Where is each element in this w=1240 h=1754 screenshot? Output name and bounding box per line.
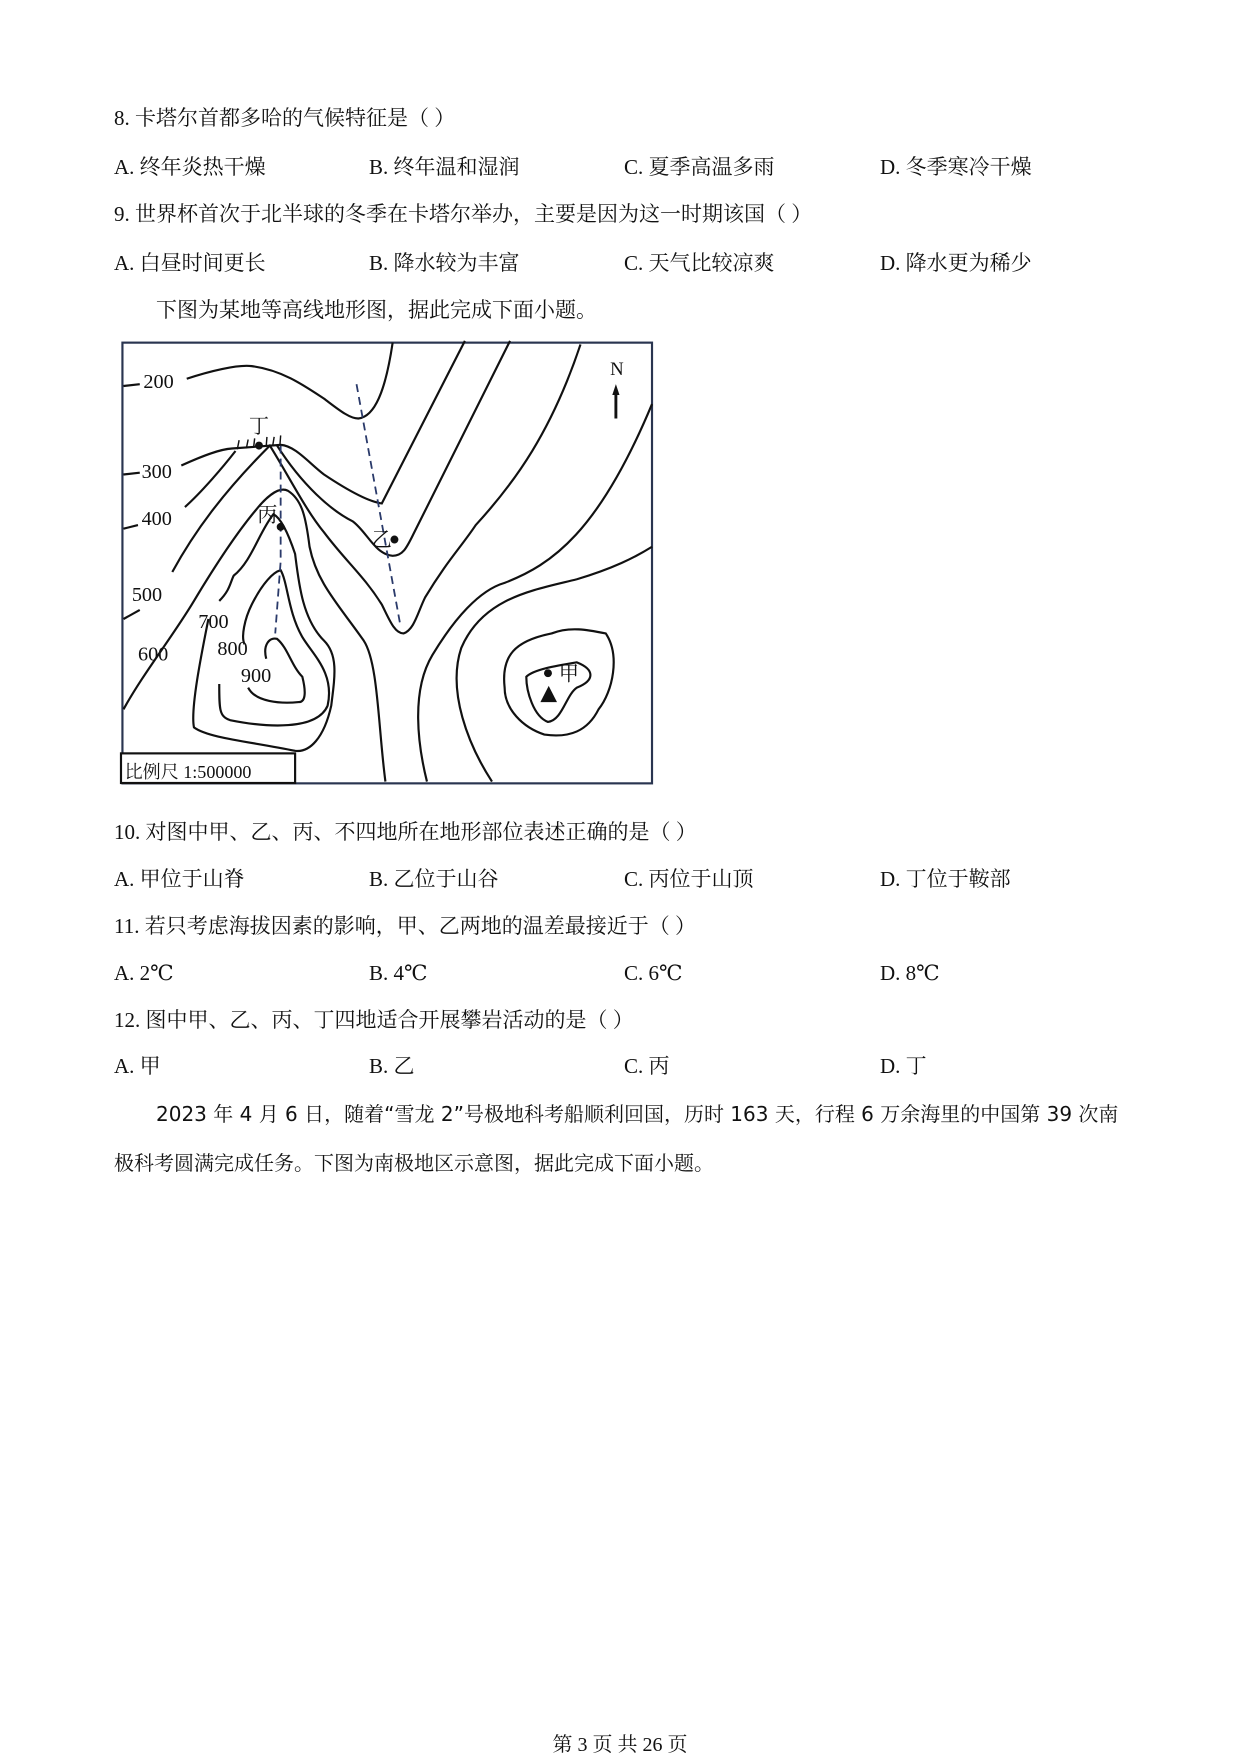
q11-option-c: C. 6℃ (624, 961, 683, 985)
contour-lines (124, 341, 652, 782)
label-ding: 丁 (248, 415, 270, 438)
q10-option-a: A. 甲位于山脊 (114, 867, 245, 891)
label-900: 900 (240, 665, 272, 688)
q11-option-b: B. 4℃ (369, 961, 428, 985)
label-jia: 甲 (558, 663, 580, 686)
label-bing: 丙 (257, 504, 278, 527)
north-label: N (610, 359, 624, 381)
question-10-stem: 10. 对图中甲、乙、丙、不四地所在地形部位表述正确的是（ ） (114, 820, 697, 844)
q11-option-d: D. 8℃ (880, 961, 940, 985)
antarctic-intro (114, 1090, 1134, 1188)
point-jia-marker (544, 669, 552, 677)
label-400: 400 (141, 508, 172, 531)
label-300: 300 (141, 461, 172, 484)
scale-label: 比例尺 1:500000 (124, 761, 252, 782)
q12-option-b: B. 乙 (369, 1054, 415, 1078)
q9-option-d: D. 降水更为稀少 (880, 251, 1032, 275)
label-500: 500 (131, 583, 163, 606)
north-arrow-icon (612, 384, 619, 418)
question-12-stem: 12. 图中甲、乙、丙、丁四地适合开展攀岩活动的是（ ） (114, 1008, 634, 1032)
question-9-stem: 9. 世界杯首次于北半球的冬季在卡塔尔举办，主要是因为这一时期该国（ ） (114, 202, 813, 226)
question-11-stem: 11. 若只考虑海拔因素的影响，甲、乙两地的温差最接近于（ ） (114, 914, 696, 938)
q8-option-b: B. 终年温和湿润 (369, 155, 520, 179)
q10-option-d: D. 丁位于鞍部 (880, 867, 1011, 891)
label-700: 700 (198, 611, 229, 634)
q11-option-a: A. 2℃ (114, 961, 174, 985)
question-8-stem: 8. 卡塔尔首都多哈的气候特征是（ ） (114, 106, 456, 130)
q8-option-d: D. 冬季寒冷干燥 (880, 155, 1032, 179)
point-bing-marker (277, 523, 285, 531)
peak-triangle-icon (540, 686, 557, 702)
antarctic-intro-text: 2023 年 4 月 6 日，随着“雪龙 2”号极地科考船顺利回国，历时 163 天，行程 6 万余海里的中国第 39 次南极科考圆满完成任务。下图为南极地区示意图，据此完成下面小题。 (114, 1102, 1119, 1175)
q10-option-c: C. 丙位于山顶 (624, 867, 754, 891)
dashed-lines (275, 384, 400, 633)
label-600: 600 (137, 643, 169, 666)
page-footer: 第 3 页 共 26 页 (552, 1734, 688, 1754)
map-intro: 下图为某地等高线地形图，据此完成下面小题。 (156, 298, 597, 322)
q8-option-c: C. 夏季高温多雨 (624, 155, 775, 179)
q10-option-b: B. 乙位于山谷 (369, 867, 499, 891)
label-200: 200 (143, 370, 174, 393)
q12-option-a: A. 甲 (114, 1054, 161, 1078)
q9-option-b: B. 降水较为丰富 (369, 251, 520, 275)
q12-option-d: D. 丁 (880, 1054, 927, 1078)
q9-option-c: C. 天气比较凉爽 (624, 251, 775, 275)
contour-map (100, 330, 660, 796)
label-800: 800 (217, 638, 248, 661)
q12-option-c: C. 丙 (624, 1054, 670, 1078)
q8-option-a: A. 终年炎热干燥 (114, 155, 266, 179)
label-yi: 乙 (371, 529, 392, 552)
map-frame (122, 343, 652, 784)
q9-option-a: A. 白昼时间更长 (114, 251, 266, 275)
point-ding-marker (255, 442, 263, 450)
